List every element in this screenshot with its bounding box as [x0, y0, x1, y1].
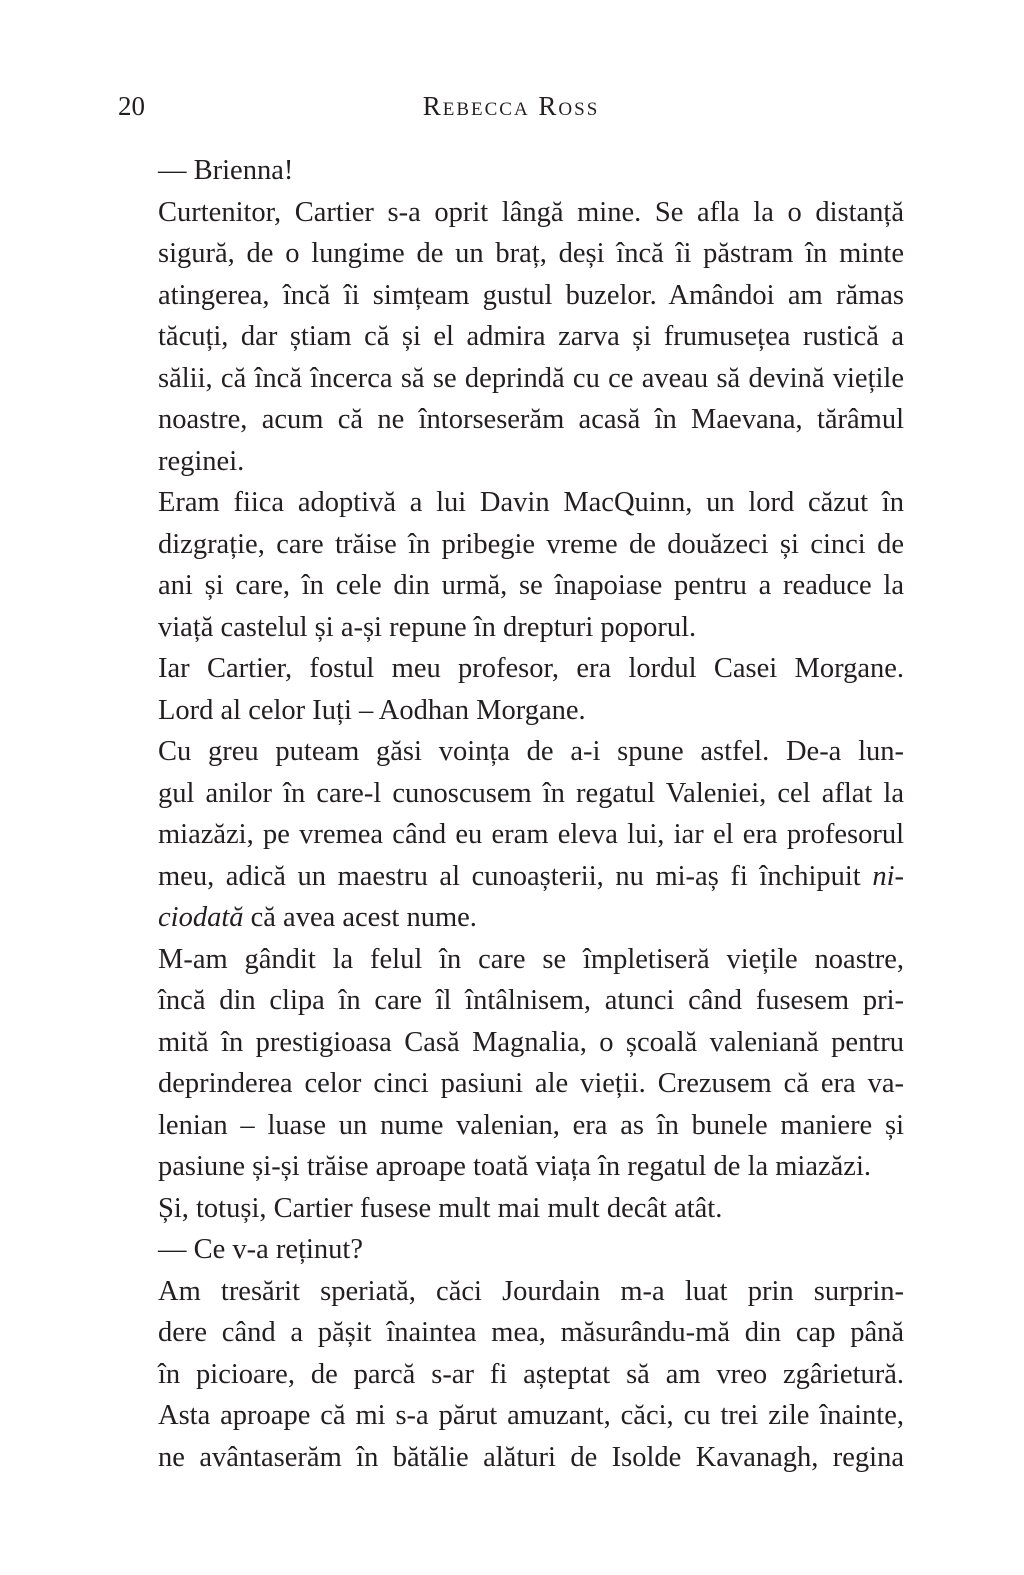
paragraph-9 — [118, 1271, 904, 1479]
paragraph-1 — [118, 150, 904, 192]
page-header — [118, 88, 904, 124]
text-line: Iar Cartier, fostul meu profesor, era lordul Casei Morgane. — [158, 653, 904, 684]
text-line: Asta aproape că mi s-a părut amuzant, căci, cu trei zile înainte, — [158, 1400, 904, 1431]
italic-text: ciodată — [158, 902, 244, 933]
text-line: reginei. — [158, 445, 245, 477]
page-number: 20 — [118, 91, 145, 121]
paragraph-6 — [118, 939, 904, 1188]
body-text — [118, 150, 904, 1478]
paragraph-5 — [118, 731, 904, 939]
paragraph-4 — [118, 648, 904, 731]
text-line: dere când a pășit înaintea mea, măsurându-mă din cap până — [158, 1317, 904, 1348]
italic-text: ni- — [872, 860, 904, 892]
paragraph-2 — [118, 192, 904, 483]
text-line: Eram fiica adoptivă a lui Davin MacQuinn, un lord căzut în — [158, 487, 904, 518]
text-line: viață castelul și a-și repune în drepturi poporul. — [158, 611, 697, 643]
text-line — [118, 897, 904, 939]
paragraph-3 — [118, 482, 904, 648]
paragraph-7 — [118, 1188, 904, 1230]
text-line: dizgrație, care trăise în pribegie vreme de douăzeci și cinci de — [158, 528, 904, 560]
text-line: Lord al celor Iuți – Aodhan Morgane. — [158, 694, 586, 726]
text-line: tăcuți, dar știam că și el admira zarva și frumusețea rustică a — [158, 321, 904, 352]
text-line: miazăzi, pe vremea când eu eram eleva lui, iar el era profesorul — [158, 819, 904, 850]
text-line: noastre, acum că ne întorseserăm acasă în Maevana, tărâmul — [158, 404, 904, 435]
text-line: ani și care, în cele din urmă, se înapoiase pentru a readuce la — [158, 570, 904, 601]
text-line: sigură, de o lungime de un braț, deși încă îi păstram în minte — [158, 238, 904, 269]
running-head-author: Rebecca Ross — [422, 91, 600, 121]
text-line: — Ce v-a reținut? — [158, 1234, 363, 1265]
text-line: în picioare, de parcă s-ar fi așteptat să am vreo zgârietură. — [158, 1358, 904, 1390]
text-line: M-am gândit la felul în care se împletiseră viețile noastre, — [158, 943, 904, 975]
text-line: Și, totuși, Cartier fusese mult mai mult decât atât. — [158, 1192, 723, 1224]
text-line: lenian – luase un nume valenian, era as în bunele maniere și — [158, 1109, 904, 1141]
text-line: Curtenitor, Cartier s-a oprit lângă mine. Se afla la o distanță — [158, 196, 904, 228]
text-line: mită în prestigioasa Casă Magnalia, o școală valeniană pentru — [158, 1026, 904, 1058]
text-segment: meu, adică un maestru al cunoașterii, nu mi-aș fi închipuit — [158, 860, 873, 892]
text-line: Cu greu puteam găsi voința de a-i spune astfel. De-a lun- — [158, 736, 904, 767]
text-line: gul anilor în care-l cunoscusem în regatul Valeniei, cel aflat la — [158, 777, 904, 809]
text-line: încă din clipa în care îl întâlnisem, atunci când fusesem pri- — [158, 985, 904, 1016]
text-line: sălii, că încă încerca să se deprindă cu ce aveau să devină viețile — [158, 362, 904, 394]
paragraph-8 — [118, 1229, 904, 1271]
text-line: atingerea, încă îi simțeam gustul buzelor. Amândoi am rămas — [158, 279, 904, 311]
text-line — [118, 856, 904, 898]
text-line: — Brienna! — [158, 155, 294, 186]
text-line: ne avântaserăm în bătălie alături de Isolde Kavanagh, regina — [158, 1441, 904, 1473]
text-line: Am tresărit speriată, căci Jourdain m-a luat prin surprin- — [158, 1275, 904, 1307]
text-segment: că avea acest nume. — [243, 902, 477, 933]
text-line: pasiune și-și trăise aproape toată viața în regatul de la miazăzi. — [158, 1151, 871, 1182]
text-line: deprinderea celor cinci pasiuni ale vieții. Crezusem că era va- — [158, 1068, 904, 1099]
